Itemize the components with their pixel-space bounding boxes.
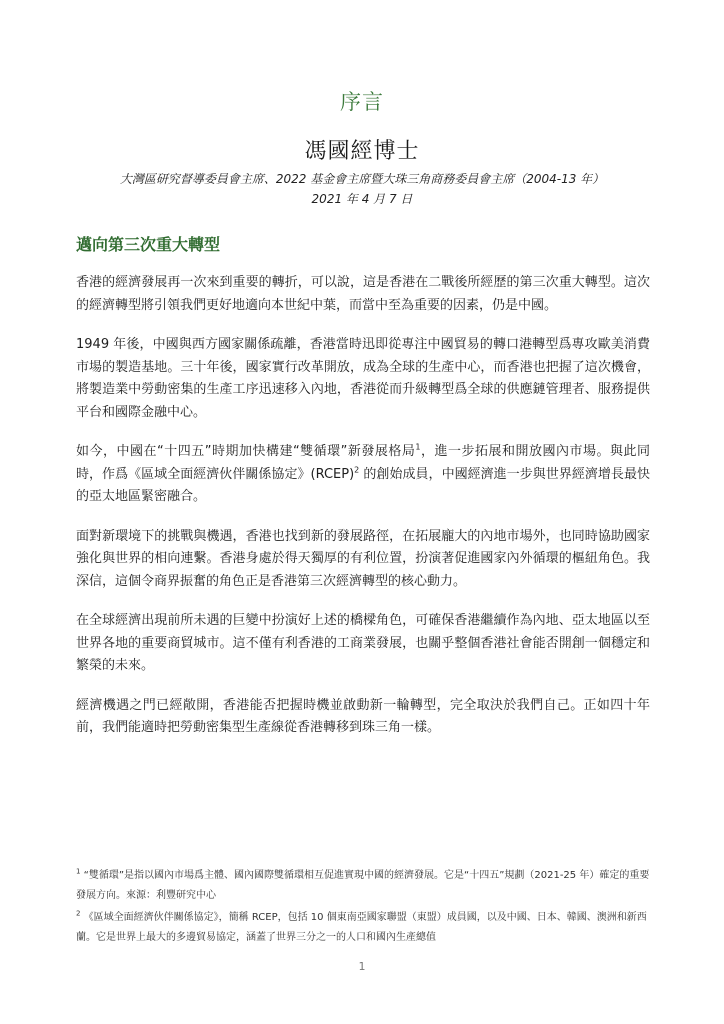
paragraph-4: 面對新環境下的挑戰與機遇，香港也找到新的發展路徑，在拓展龐大的內地市場外，也同時協助國家強化與世界的相向連繫。香港身處於得天獨厚的有利位置，扮演著促進國家內外循環的樞紐角色。我深信，這個令商界振奮的角色正是香港第三次經濟轉型的核心動力。 bbox=[76, 528, 650, 589]
paragraph-2: 1949 年後，中國與西方國家關係疏離，香港當時迅即從專注中國貿易的轉口港轉型爲專攻歐美消費市場的製造基地。三十年後，國家實行改革開放，成為全球的生產中心，而香港也把握了這次機會，將製造業中勞動密集的生產工序迅速移入內地，香港從而升級轉型爲全球的供應鏈管理者、服務提供平台和國際金融中心。 bbox=[76, 337, 650, 420]
author-name: 馮國經博士 bbox=[304, 139, 420, 164]
paragraph-5: 在全球經濟出現前所未遇的巨變中扮演好上述的橋樑角色，可確保香港繼續作為內地、亞太地區以至世界各地的重要商貿城市。這不僅有利香港的工商業發展，也關乎整個香港社會能否開創一個穩定和繁榮的未來。 bbox=[76, 613, 650, 673]
paragraph-3-text-b: ，進一步拓展和開放國內市場。與此同時，作爲《區域全面經濟伙伴關係協定》(RCEP) bbox=[76, 444, 650, 482]
section-heading: 邁向第三次重大轉型 bbox=[76, 235, 221, 254]
footnote-1 bbox=[76, 866, 650, 906]
footnote-1-text: “雙循環”是指以國內市場爲主體、國內國際雙循環相互促進實現中國的經濟發展。它是“十四五”規劃（2021-25 年）確定的重要發展方向。來源：利豐研究中心 bbox=[76, 870, 650, 901]
author-role: 大灣區研究督導委員會主席、2022 基金會主席暨大珠三角商務委員會主席（2004-13 年） bbox=[119, 172, 605, 186]
section-label: 序言 bbox=[340, 90, 384, 114]
footnote-ref-2[interactable]: 2 bbox=[354, 465, 360, 475]
body-text bbox=[76, 272, 650, 757]
footnote-2 bbox=[76, 908, 650, 948]
paragraph-1: 香港的經濟發展再一次來到重要的轉折，可以說，這是香港在二戰後所經歷的第三次重大轉型。這次的經濟轉型將引領我們更好地適向本世紀中葉，而當中至為重要的因素，仍是中國。 bbox=[76, 275, 650, 313]
paragraph-3 bbox=[76, 441, 650, 509]
footnote-2-text: 《區域全面經濟伙伴關係協定》，簡稱 RCEP，包括 10 個東南亞國家聯盟（東盟）成員國，以及中國、日本、韓國、澳洲和新西蘭。它是世界上最大的多邊貿易協定，涵蓋了世界三分之一的人口和國內生產總值 bbox=[76, 912, 647, 943]
footnote-1-marker: 1 bbox=[76, 867, 81, 876]
preface-date: 2021 年 4 月 7 日 bbox=[311, 192, 413, 206]
footnotes bbox=[76, 866, 650, 950]
page-number: 1 bbox=[358, 960, 366, 973]
footnote-2-marker: 2 bbox=[76, 909, 81, 918]
paragraph-3-text-a: 如今，中國在“十四五”時期加快構建“雙循環”新發展格局 bbox=[76, 444, 416, 459]
footnote-ref-1[interactable]: 1 bbox=[415, 442, 421, 452]
paragraph-3-text-c: 的創始成員，中國經濟進一步與世界經濟增長最快的亞太地區緊密融合。 bbox=[76, 466, 650, 504]
paragraph-6: 經濟機遇之門已經敞開，香港能否把握時機並啟動新一輪轉型，完全取決於我們自己。正如四十年前，我們能適時把勞動密集型生產線從香港轉移到珠三角一樣。 bbox=[76, 697, 650, 735]
